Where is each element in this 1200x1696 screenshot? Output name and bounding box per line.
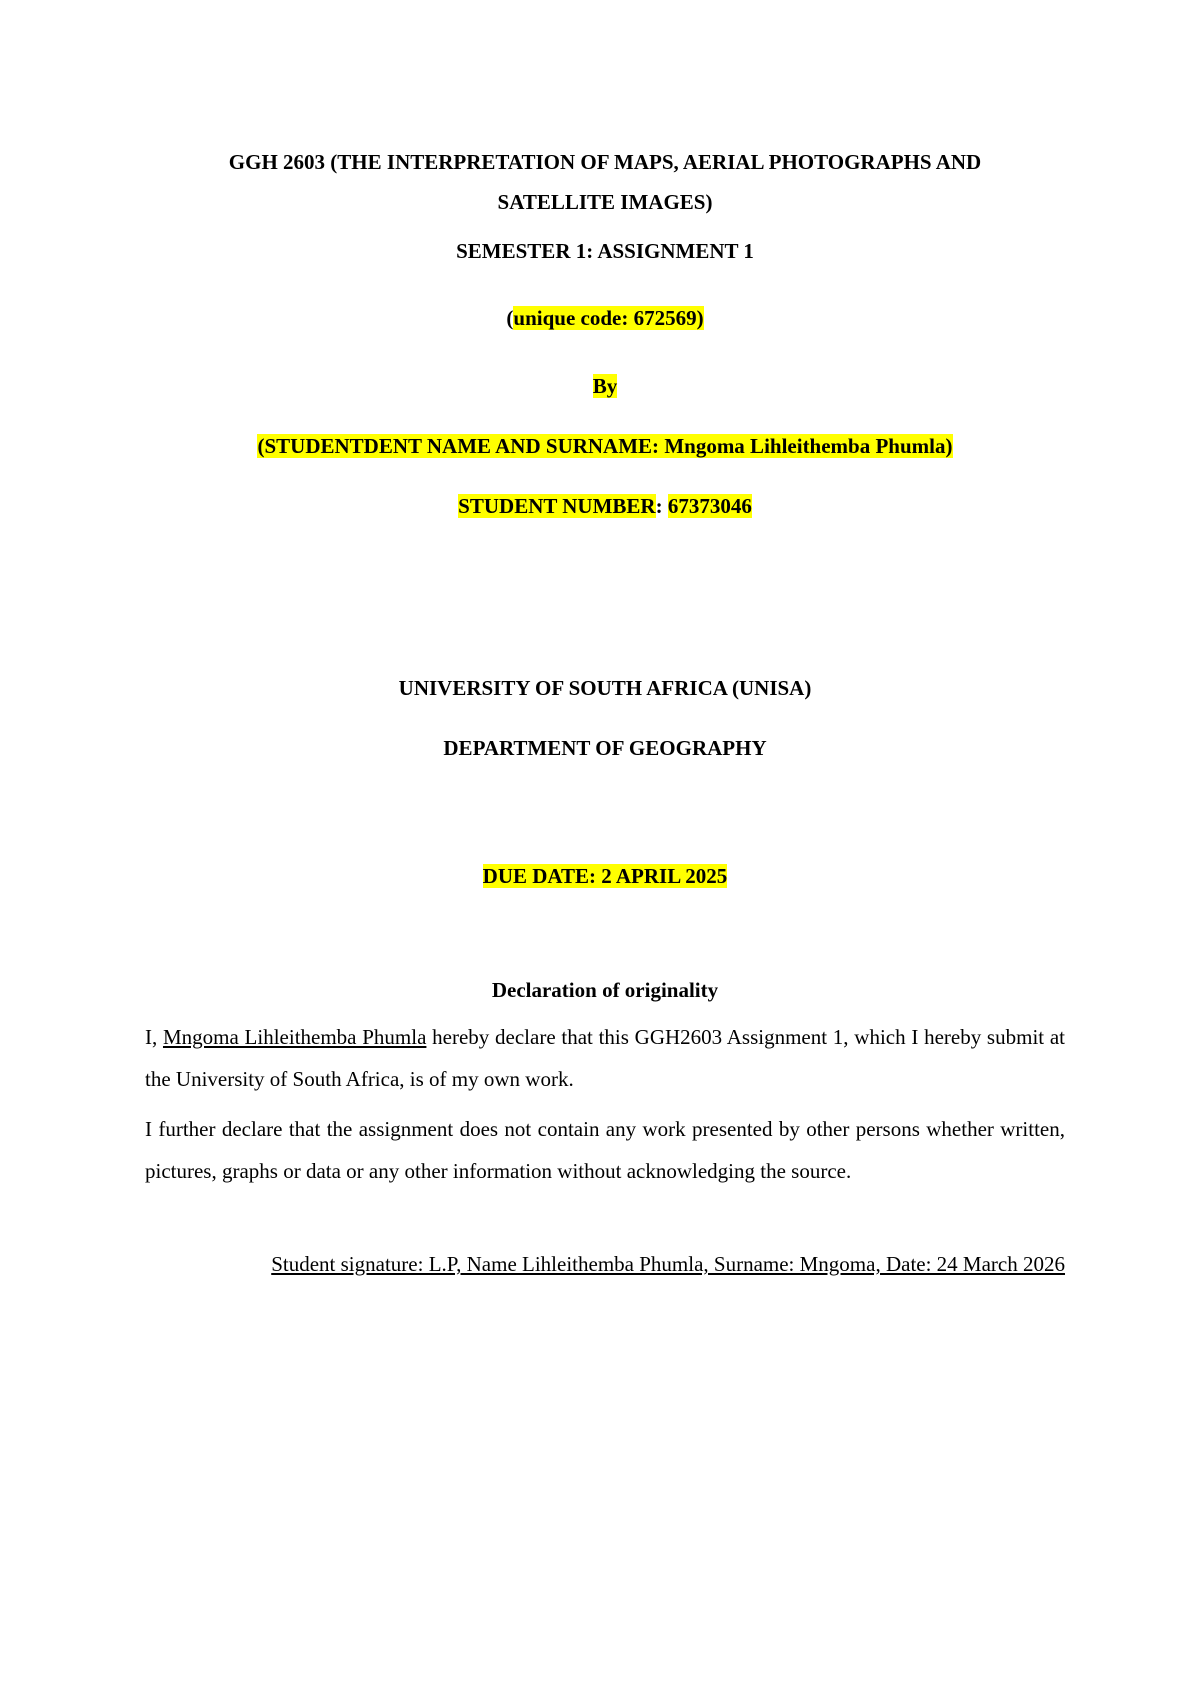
semester-assignment: SEMESTER 1: ASSIGNMENT 1: [456, 239, 754, 263]
unique-code-open: (: [506, 306, 514, 330]
declaration-p1-rest: hereby declare that this GGH2603 Assignment 1, which I hereby submit at the University of South Africa, is of my own work.: [145, 1025, 1066, 1091]
student-signature-line: Student signature: L.P, Name Lihleithemba Phumla, Surname: Mngoma, Date: 24 March 2026: [271, 1252, 1065, 1276]
declaration-heading: Declaration of originality: [491, 978, 719, 1002]
student-number-value: 67373046: [667, 494, 752, 518]
student-name-value: Mngoma Lihleithemba Phumla): [664, 434, 953, 458]
student-number-colon: :: [655, 494, 668, 518]
university-name: UNIVERSITY OF SOUTH AFRICA (UNISA): [398, 676, 812, 700]
by-label: By: [592, 374, 618, 398]
declaration-paragraph-1: [145, 1016, 1065, 1100]
student-name-line: [145, 432, 1065, 460]
unique-code-line: [145, 304, 1065, 332]
department-name: DEPARTMENT OF GEOGRAPHY: [443, 736, 767, 760]
student-number-label: STUDENT NUMBER: [458, 494, 656, 518]
declaration-p1-prefix: I,: [145, 1025, 163, 1049]
due-date: DUE DATE: 2 APRIL 2025: [482, 864, 728, 888]
unique-code-value: 672569): [633, 306, 704, 330]
course-title-line-2: SATELLITE IMAGES): [497, 190, 713, 214]
declarant-name: Mngoma Lihleithemba Phumla: [162, 1025, 427, 1049]
student-name-label: (STUDENTDENT NAME AND SURNAME:: [257, 434, 665, 458]
unique-code-label: unique code:: [513, 306, 634, 330]
due-date-line: [145, 862, 1065, 890]
declaration-paragraph-2: I further declare that the assignment does not contain any work presented by other persons whether written, pictures, graphs or data or any other information without acknowledging the source.: [145, 1117, 1065, 1183]
student-number-line: [145, 492, 1065, 520]
course-title-line-1: GGH 2603 (THE INTERPRETATION OF MAPS, AERIAL PHOTOGRAPHS AND: [228, 150, 982, 174]
by-line: [145, 372, 1065, 400]
